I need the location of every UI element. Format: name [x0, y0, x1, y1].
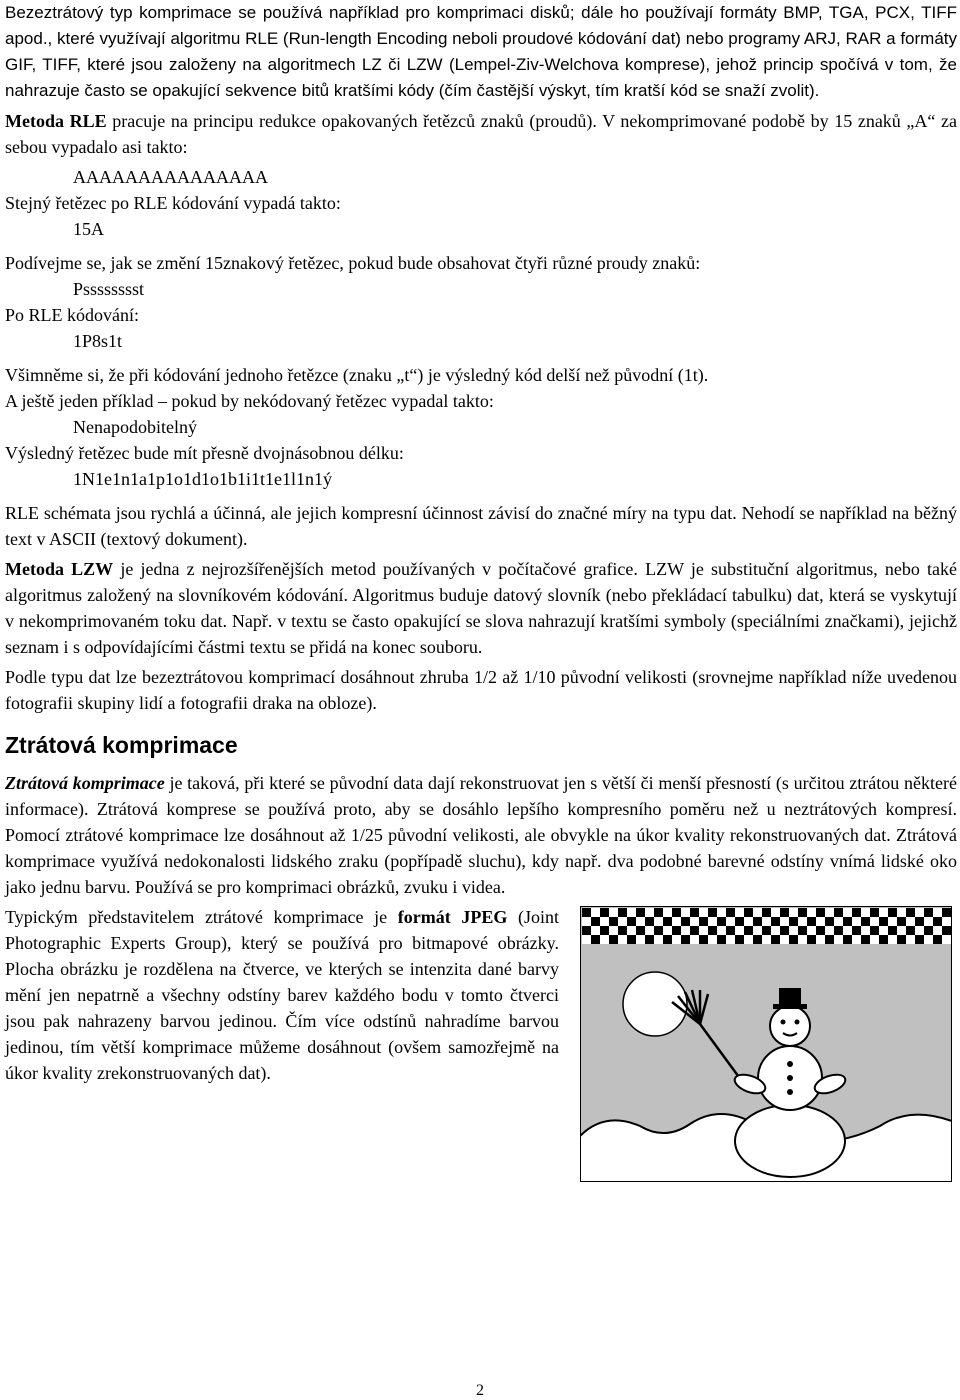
rle-line-encoded: Stejný řetězec po RLE kódování vypadá takto:	[5, 193, 341, 213]
section-heading-lossy: Ztrátová komprimace	[5, 732, 238, 758]
page-number: 2	[476, 1382, 484, 1399]
rle-example-raw: AAAAAAAAAAAAAAA	[73, 167, 268, 187]
rle-term: Metoda RLE	[5, 111, 107, 131]
paragraph-rle-intro: Metoda RLE pracuje na principu redukce opakovaných řetězců znaků (proudů). V nekomprimované podobě by 15 znaků „A“ za sebou vypadalo asi takto:	[5, 111, 957, 157]
paragraph-rle-summary: RLE schémata jsou rychlá a účinná, ale jejich kompresní účinnost závisí do značné míry na typu dat. Nehodí se například na běžný text v ASCII (textový dokument).	[5, 503, 957, 549]
snowman-head	[770, 1006, 810, 1046]
jpeg-section	[5, 904, 957, 1086]
sun	[623, 972, 687, 1036]
paragraph-lossless-formats: Bezeztrátový typ komprimace se používá například pro komprimaci disků; dále ho používají formáty BMP, TGA, PCX, TIFF apod., které využívají algoritmu RLE (Run-length Encoding neboli proudové kódování dat) nebo programy ARJ, RAR a formáty GIF, TIFF, které jsou založeny na algoritmech LZ či LZW (Lempel-Ziv-Welchova komprese), jehož princip spočívá v tom, že nahrazuje často se opakující sekvence bitů kratšími kódy (čím častější výskyt, tím kratší kód se snaží zvolit).	[5, 3, 957, 100]
rle-example-word-encoded: 1N1e1n1a1p1o1d1o1b1i1t1e1l1n1ý	[73, 469, 332, 489]
rle-example-encoded: 15A	[73, 219, 104, 239]
paragraph-lossy: Ztrátová komprimace je taková, při které se původní data dají rekonstruovat jen s větší či menší přesností (s určitou ztrátou některé informace). Ztrátová komprese se používá proto, aby se dosáhlo lepšího kompresního poměru než u neztrátových kompresí. Pomocí ztrátové komprimace lze dosáhnout až 1/25 původní velikosti, ale obvykle na úkor kvality rekonstruovaných dat. Ztrátová komprimace využívá nedokonalosti lidského zraku (popřípadě sluchu), kdy např. dva podobné barevné odstíny vnímá lidské oko jako jednu barvu. Používá se pro komprimaci obrázků, zvuku i videa.	[5, 773, 957, 897]
rle-example-word: Nenapodobitelný	[73, 417, 197, 437]
rle-line-four-runs: Podívejme se, jak se změní 15znakový řetězec, pokud bude obsahovat čtyři různé proudy znaků:	[5, 253, 701, 273]
paragraph-lzw: Metoda LZW je jedna z nejrozšířenějších metod používaných v počítačové grafice. LZW je substituční algoritmus, nebo také algoritmus založený na slovníkovém kódování. Algoritmus buduje datový slovník (nebo překládací tabulku) dat, která se vyskytují v nekomprimovaném toku dat. Např. v textu se často opakující se slova nahrazují kratšími symboly (speciálními značkami), jejichž seznam i s odpovídajícími částmi textu se přidá na konec souboru.	[5, 559, 957, 657]
rle-line-note: Všimněme si, že při kódování jednoho řetězce (znaku „t“) je výsledný kód delší než původní (1t).	[5, 365, 709, 385]
rle-line-after: Po RLE kódování:	[5, 305, 139, 325]
rle-line-result: Výsledný řetězec bude mít přesně dvojnásobnou délku:	[5, 443, 404, 463]
jpeg-term: formát JPEG	[397, 907, 508, 927]
snowman-picture	[580, 906, 952, 1182]
document-page	[5, 0, 957, 1086]
paragraph-jpeg: Typickým představitelem ztrátové komprimace je formát JPEG (Joint Photographic Experts Group), který se používá pro bitmapové obrázky. Plocha obrázku je rozdělena na čtverce, ve kterých se intenzita dané barvy mění jen nepatrně a všechny odstíny barev každého bodu v tomto čtverci jsou pak nahrazeny barvou jedinou. Čím více odstínů nahradíme barvou jedinou, tím větší komprimace můžeme dosáhnout (ovšem samozřejmě na úkor kvality zrekonstruovaných dat).	[5, 907, 559, 1083]
paragraph-ratio: Podle typu dat lze bezeztrátovou komprimací dosáhnout zhruba 1/2 až 1/10 původní velikosti (srovnejme například níže uvedenou fotografii skupiny lidí a fotografii draka na obloze).	[5, 667, 957, 713]
hat-top	[779, 988, 801, 1006]
checker-border	[582, 908, 951, 944]
rle-example-runs-raw: Psssssssst	[73, 279, 145, 299]
rle-example-runs-encoded: 1P8s1t	[73, 331, 123, 351]
rle-line-another: A ještě jeden příklad – pokud by nekódovaný řetězec vypadal takto:	[5, 391, 494, 411]
lossy-term: Ztrátová komprimace	[5, 773, 165, 793]
snowman-bottom	[735, 1105, 845, 1177]
lzw-term: Metoda LZW	[5, 559, 114, 579]
